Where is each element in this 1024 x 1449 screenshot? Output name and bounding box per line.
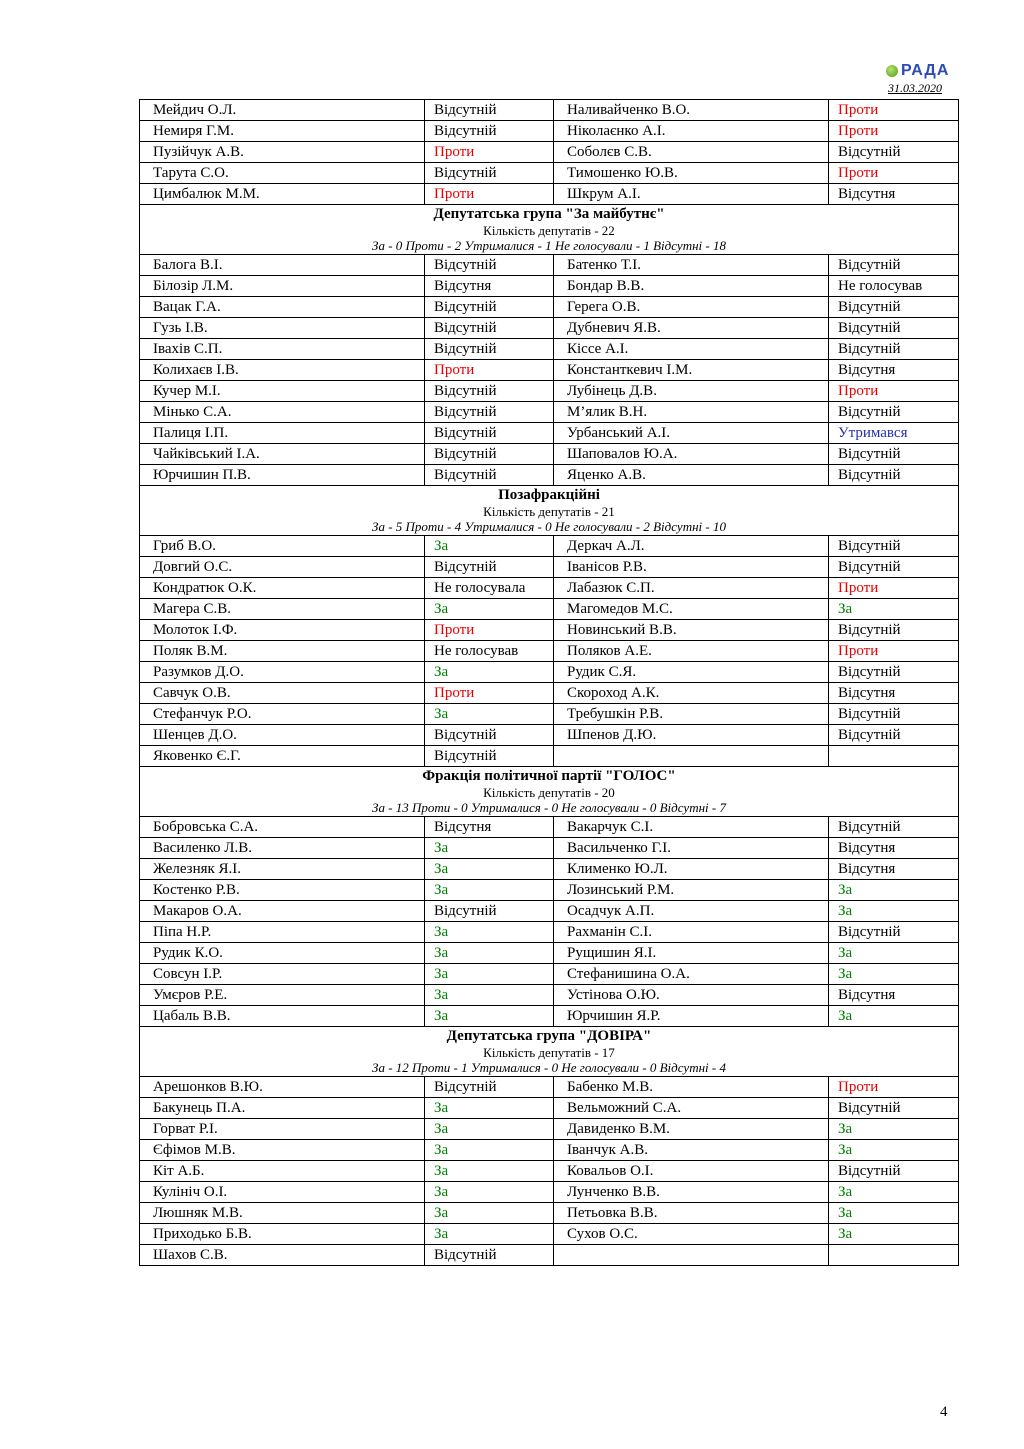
logo-text: РАДА bbox=[901, 62, 950, 79]
deputy-name: Вацак Г.А. bbox=[140, 297, 425, 318]
vote-result: За bbox=[425, 1119, 554, 1140]
table-row bbox=[140, 578, 959, 599]
vote-result: За bbox=[425, 922, 554, 943]
deputy-name: Умєров Р.Е. bbox=[140, 985, 425, 1006]
group-header-row bbox=[140, 486, 959, 536]
vote-result: Проти bbox=[829, 163, 959, 184]
deputy-name: Лабазюк С.П. bbox=[554, 578, 829, 599]
vote-result: За bbox=[425, 1140, 554, 1161]
table-row bbox=[140, 838, 959, 859]
vote-result: Відсутній bbox=[829, 444, 959, 465]
deputy-name bbox=[554, 746, 829, 767]
deputy-name: Осадчук А.П. bbox=[554, 901, 829, 922]
table-row bbox=[140, 339, 959, 360]
vote-result: Відсутній bbox=[829, 142, 959, 163]
document-date: 31.03.2020 bbox=[888, 81, 942, 95]
deputy-name: Магомедов М.С. bbox=[554, 599, 829, 620]
table-row bbox=[140, 901, 959, 922]
deputy-name: Шкрум А.І. bbox=[554, 184, 829, 205]
vote-result: Відсутній bbox=[829, 318, 959, 339]
table-row bbox=[140, 465, 959, 486]
vote-result: За bbox=[829, 599, 959, 620]
vote-result: За bbox=[425, 1182, 554, 1203]
deputy-name: Юрчишин П.В. bbox=[140, 465, 425, 486]
vote-result bbox=[829, 746, 959, 767]
deputy-name: Лунченко В.В. bbox=[554, 1182, 829, 1203]
deputy-name: Соболєв С.В. bbox=[554, 142, 829, 163]
deputy-name: Бабенко М.В. bbox=[554, 1077, 829, 1098]
vote-result: Відсутній bbox=[425, 121, 554, 142]
vote-result: Проти bbox=[829, 381, 959, 402]
deputy-name: Рахманін С.І. bbox=[554, 922, 829, 943]
vote-result: Відсутній bbox=[425, 465, 554, 486]
deputy-name: Тарута С.О. bbox=[140, 163, 425, 184]
table-row bbox=[140, 662, 959, 683]
vote-result: Відсутній bbox=[425, 1077, 554, 1098]
vote-result: Відсутній bbox=[829, 255, 959, 276]
deputy-name: Піпа Н.Р. bbox=[140, 922, 425, 943]
vote-result: Відсутній bbox=[425, 339, 554, 360]
deputy-name: Стефанишина О.А. bbox=[554, 964, 829, 985]
table-row bbox=[140, 683, 959, 704]
table-row bbox=[140, 1245, 959, 1266]
group-title: Депутатська група "За майбутнє" bbox=[433, 206, 665, 222]
deputy-name: Поляков А.Е. bbox=[554, 641, 829, 662]
vote-result: За bbox=[829, 1182, 959, 1203]
vote-result: За bbox=[425, 1161, 554, 1182]
table-row bbox=[140, 725, 959, 746]
table-row bbox=[140, 297, 959, 318]
table-row bbox=[140, 704, 959, 725]
deputy-name: Стефанчук Р.О. bbox=[140, 704, 425, 725]
group-header bbox=[140, 486, 959, 536]
deputy-name: Константкевич І.М. bbox=[554, 360, 829, 381]
deputy-name: Довгий О.С. bbox=[140, 557, 425, 578]
group-header-row bbox=[140, 205, 959, 255]
table-row bbox=[140, 641, 959, 662]
deputy-name: Юрчишин Я.Р. bbox=[554, 1006, 829, 1027]
deputy-name: Скороход А.К. bbox=[554, 683, 829, 704]
deputy-name: Шаповалов Ю.А. bbox=[554, 444, 829, 465]
table-row bbox=[140, 444, 959, 465]
group-member-count: Кількість депутатів - 20 bbox=[483, 785, 615, 800]
table-row bbox=[140, 1119, 959, 1140]
table-row bbox=[140, 100, 959, 121]
vote-result: Відсутня bbox=[425, 276, 554, 297]
deputy-name: Клименко Ю.Л. bbox=[554, 859, 829, 880]
vote-result: За bbox=[425, 838, 554, 859]
vote-result: Проти bbox=[829, 578, 959, 599]
table-row bbox=[140, 255, 959, 276]
group-vote-summary: За - 0 Проти - 2 Утрималися - 1 Не голосували - 1 Відсутні - 18 bbox=[372, 238, 726, 253]
vote-result: За bbox=[829, 1203, 959, 1224]
vote-result: Відсутня bbox=[829, 859, 959, 880]
table-row bbox=[140, 1098, 959, 1119]
vote-results-table bbox=[139, 99, 959, 1266]
group-title: Позафракційні bbox=[498, 487, 600, 503]
table-row bbox=[140, 964, 959, 985]
deputy-name: Яковенко Є.Г. bbox=[140, 746, 425, 767]
deputy-name: М’ялик В.Н. bbox=[554, 402, 829, 423]
table-row bbox=[140, 360, 959, 381]
deputy-name: Разумков Д.О. bbox=[140, 662, 425, 683]
table-row bbox=[140, 381, 959, 402]
deputy-name: Деркач А.Л. bbox=[554, 536, 829, 557]
vote-result: За bbox=[425, 599, 554, 620]
deputy-name: Люшняк М.В. bbox=[140, 1203, 425, 1224]
table-row bbox=[140, 599, 959, 620]
deputy-name: Требушкін Р.В. bbox=[554, 704, 829, 725]
group-member-count: Кількість депутатів - 22 bbox=[483, 223, 615, 238]
deputy-name: Єфімов М.В. bbox=[140, 1140, 425, 1161]
vote-result: Відсутня bbox=[829, 838, 959, 859]
deputy-name: Немиря Г.М. bbox=[140, 121, 425, 142]
table-row bbox=[140, 557, 959, 578]
deputy-name: Поляк В.М. bbox=[140, 641, 425, 662]
table-row bbox=[140, 1077, 959, 1098]
vote-result: Відсутній bbox=[425, 163, 554, 184]
table-row bbox=[140, 859, 959, 880]
vote-result: За bbox=[425, 964, 554, 985]
vote-result: Відсутня bbox=[829, 184, 959, 205]
table-row bbox=[140, 276, 959, 297]
deputy-name: Мейдич О.Л. bbox=[140, 100, 425, 121]
vote-result: Відсутній bbox=[425, 557, 554, 578]
vote-result: Проти bbox=[425, 683, 554, 704]
vote-result: Відсутній bbox=[829, 465, 959, 486]
deputy-name: Железняк Я.І. bbox=[140, 859, 425, 880]
deputy-name: Кіт А.Б. bbox=[140, 1161, 425, 1182]
vote-result: За bbox=[829, 880, 959, 901]
vote-result: Проти bbox=[425, 360, 554, 381]
deputy-name: Молоток І.Ф. bbox=[140, 620, 425, 641]
vote-result: Не голосувала bbox=[425, 578, 554, 599]
table-row bbox=[140, 922, 959, 943]
table-row bbox=[140, 880, 959, 901]
deputy-name: Устінова О.Ю. bbox=[554, 985, 829, 1006]
deputy-name: Кондратюк О.К. bbox=[140, 578, 425, 599]
vote-result: Проти bbox=[829, 121, 959, 142]
vote-result bbox=[829, 1245, 959, 1266]
table-row bbox=[140, 1140, 959, 1161]
vote-result: Відсутній bbox=[425, 746, 554, 767]
table-row bbox=[140, 1224, 959, 1245]
vote-result: Відсутній bbox=[829, 704, 959, 725]
vote-result: Відсутній bbox=[425, 381, 554, 402]
group-vote-summary: За - 12 Проти - 1 Утрималися - 0 Не голосували - 0 Відсутні - 4 bbox=[372, 1060, 726, 1075]
deputy-name: Савчук О.В. bbox=[140, 683, 425, 704]
deputy-name: Ніколаєнко А.І. bbox=[554, 121, 829, 142]
vote-result: За bbox=[425, 943, 554, 964]
group-vote-summary: За - 13 Проти - 0 Утрималися - 0 Не голосували - 0 Відсутні - 7 bbox=[372, 800, 726, 815]
deputy-name: Палиця І.П. bbox=[140, 423, 425, 444]
vote-result: Проти bbox=[829, 1077, 959, 1098]
deputy-name: Яценко А.В. bbox=[554, 465, 829, 486]
table-row bbox=[140, 1006, 959, 1027]
deputy-name: Кулініч О.І. bbox=[140, 1182, 425, 1203]
deputy-name: Білозір Л.М. bbox=[140, 276, 425, 297]
deputy-name: Рущишин Я.І. bbox=[554, 943, 829, 964]
deputy-name: Лубінець Д.В. bbox=[554, 381, 829, 402]
group-title: Депутатська група "ДОВІРА" bbox=[446, 1028, 652, 1044]
vote-result: Не голосував bbox=[425, 641, 554, 662]
vote-result: Відсутній bbox=[829, 297, 959, 318]
deputy-name: Герега О.В. bbox=[554, 297, 829, 318]
vote-result: За bbox=[425, 880, 554, 901]
vote-result: Відсутній bbox=[425, 901, 554, 922]
deputy-name: Арешонков В.Ю. bbox=[140, 1077, 425, 1098]
deputy-name: Васильченко Г.І. bbox=[554, 838, 829, 859]
vote-result: Проти bbox=[829, 100, 959, 121]
vote-result: Відсутній bbox=[829, 339, 959, 360]
vote-result: За bbox=[425, 536, 554, 557]
vote-result: Проти bbox=[425, 620, 554, 641]
deputy-name: Наливайченко В.О. bbox=[554, 100, 829, 121]
vote-result: За bbox=[425, 985, 554, 1006]
table-row bbox=[140, 423, 959, 444]
vote-result: За bbox=[425, 1006, 554, 1027]
deputy-name: Шахов С.В. bbox=[140, 1245, 425, 1266]
vote-result: Проти bbox=[425, 142, 554, 163]
table-row bbox=[140, 318, 959, 339]
vote-result: Відсутній bbox=[829, 1098, 959, 1119]
deputy-name: Ковальов О.І. bbox=[554, 1161, 829, 1182]
deputy-name: Кіссе А.І. bbox=[554, 339, 829, 360]
deputy-name bbox=[554, 1245, 829, 1266]
vote-result: Відсутня bbox=[829, 683, 959, 704]
vote-result: Проти bbox=[425, 184, 554, 205]
deputy-name: Цимбалюк М.М. bbox=[140, 184, 425, 205]
deputy-name: Бондар В.В. bbox=[554, 276, 829, 297]
vote-result: Відсутній bbox=[425, 1245, 554, 1266]
rada-logo bbox=[886, 62, 949, 80]
vote-result: За bbox=[829, 1224, 959, 1245]
deputy-name: Петьовка В.В. bbox=[554, 1203, 829, 1224]
deputy-name: Магера С.В. bbox=[140, 599, 425, 620]
deputy-name: Макаров О.А. bbox=[140, 901, 425, 922]
deputy-name: Батенко Т.І. bbox=[554, 255, 829, 276]
vote-result: Відсутній bbox=[425, 100, 554, 121]
vote-result: За bbox=[425, 1203, 554, 1224]
vote-result: Відсутній bbox=[425, 725, 554, 746]
deputy-name: Іванчук А.В. bbox=[554, 1140, 829, 1161]
vote-result: Відсутній bbox=[829, 620, 959, 641]
vote-result: Відсутній bbox=[425, 297, 554, 318]
vote-result: Відсутня bbox=[829, 985, 959, 1006]
vote-result: За bbox=[425, 859, 554, 880]
deputy-name: Сухов О.С. bbox=[554, 1224, 829, 1245]
group-title: Фракція політичної партії "ГОЛОС" bbox=[422, 768, 676, 784]
vote-result: Відсутній bbox=[425, 318, 554, 339]
group-header bbox=[140, 205, 959, 255]
deputy-name: Кучер М.І. bbox=[140, 381, 425, 402]
vote-result: Відсутня bbox=[425, 817, 554, 838]
vote-result: Відсутній bbox=[425, 402, 554, 423]
deputy-name: Вакарчук С.І. bbox=[554, 817, 829, 838]
deputy-name: Приходько Б.В. bbox=[140, 1224, 425, 1245]
vote-result: Відсутній bbox=[425, 444, 554, 465]
deputy-name: Гриб В.О. bbox=[140, 536, 425, 557]
deputy-name: Горват Р.І. bbox=[140, 1119, 425, 1140]
deputy-name: Новинський В.В. bbox=[554, 620, 829, 641]
deputy-name: Рудик К.О. bbox=[140, 943, 425, 964]
table-row bbox=[140, 1161, 959, 1182]
leaf-icon bbox=[886, 65, 898, 77]
vote-result: Відсутній bbox=[425, 423, 554, 444]
deputy-name: Балога В.І. bbox=[140, 255, 425, 276]
deputy-name: Чайківський І.А. bbox=[140, 444, 425, 465]
deputy-name: Совсун І.Р. bbox=[140, 964, 425, 985]
vote-result: Відсутня bbox=[829, 360, 959, 381]
group-header bbox=[140, 767, 959, 817]
group-header-row bbox=[140, 767, 959, 817]
deputy-name: Шпенов Д.Ю. bbox=[554, 725, 829, 746]
vote-result: Відсутній bbox=[829, 402, 959, 423]
deputy-name: Давиденко В.М. bbox=[554, 1119, 829, 1140]
deputy-name: Гузь І.В. bbox=[140, 318, 425, 339]
deputy-name: Шенцев Д.О. bbox=[140, 725, 425, 746]
deputy-name: Урбанський А.І. bbox=[554, 423, 829, 444]
deputy-name: Дубневич Я.В. bbox=[554, 318, 829, 339]
group-vote-summary: За - 5 Проти - 4 Утрималися - 0 Не голосували - 2 Відсутні - 10 bbox=[372, 519, 726, 534]
group-member-count: Кількість депутатів - 21 bbox=[483, 504, 615, 519]
table-row bbox=[140, 943, 959, 964]
table-row bbox=[140, 985, 959, 1006]
table-row bbox=[140, 184, 959, 205]
deputy-name: Колихаєв І.В. bbox=[140, 360, 425, 381]
deputy-name: Василенко Л.В. bbox=[140, 838, 425, 859]
deputy-name: Пузійчук А.В. bbox=[140, 142, 425, 163]
vote-result: Утримався bbox=[829, 423, 959, 444]
vote-result: Відсутній bbox=[829, 662, 959, 683]
table-row bbox=[140, 163, 959, 184]
vote-result: Проти bbox=[829, 641, 959, 662]
vote-result: За bbox=[829, 1140, 959, 1161]
vote-result: За bbox=[829, 943, 959, 964]
vote-result: Відсутній bbox=[829, 922, 959, 943]
deputy-name: Рудик С.Я. bbox=[554, 662, 829, 683]
table-row bbox=[140, 1203, 959, 1224]
page-number: 4 bbox=[940, 1404, 948, 1420]
deputy-name: Іванісов Р.В. bbox=[554, 557, 829, 578]
vote-result: За bbox=[425, 662, 554, 683]
vote-result: Відсутній bbox=[829, 557, 959, 578]
vote-result: Відсутній bbox=[829, 1161, 959, 1182]
table-row bbox=[140, 620, 959, 641]
group-member-count: Кількість депутатів - 17 bbox=[483, 1045, 615, 1060]
vote-result: За bbox=[829, 964, 959, 985]
deputy-name: Вельможний С.А. bbox=[554, 1098, 829, 1119]
deputy-name: Лозинський Р.М. bbox=[554, 880, 829, 901]
vote-result: За bbox=[425, 1098, 554, 1119]
vote-result: Відсутній bbox=[829, 536, 959, 557]
vote-result: Не голосував bbox=[829, 276, 959, 297]
vote-result: За bbox=[425, 704, 554, 725]
group-header bbox=[140, 1027, 959, 1077]
deputy-name: Цабаль В.В. bbox=[140, 1006, 425, 1027]
vote-result: Відсутній bbox=[829, 817, 959, 838]
vote-result: За bbox=[829, 901, 959, 922]
table-row bbox=[140, 121, 959, 142]
table-row bbox=[140, 746, 959, 767]
vote-result: За bbox=[829, 1006, 959, 1027]
deputy-name: Бобровська С.А. bbox=[140, 817, 425, 838]
vote-result: За bbox=[829, 1119, 959, 1140]
vote-result: Відсутній bbox=[829, 725, 959, 746]
table-row bbox=[140, 817, 959, 838]
deputy-name: Костенко Р.В. bbox=[140, 880, 425, 901]
table-row bbox=[140, 1182, 959, 1203]
vote-result: Відсутній bbox=[425, 255, 554, 276]
deputy-name: Мінько С.А. bbox=[140, 402, 425, 423]
deputy-name: Бакунець П.А. bbox=[140, 1098, 425, 1119]
table-row bbox=[140, 402, 959, 423]
deputy-name: Тимошенко Ю.В. bbox=[554, 163, 829, 184]
vote-result: За bbox=[425, 1224, 554, 1245]
deputy-name: Івахів С.П. bbox=[140, 339, 425, 360]
table-row bbox=[140, 536, 959, 557]
table-row bbox=[140, 142, 959, 163]
group-header-row bbox=[140, 1027, 959, 1077]
